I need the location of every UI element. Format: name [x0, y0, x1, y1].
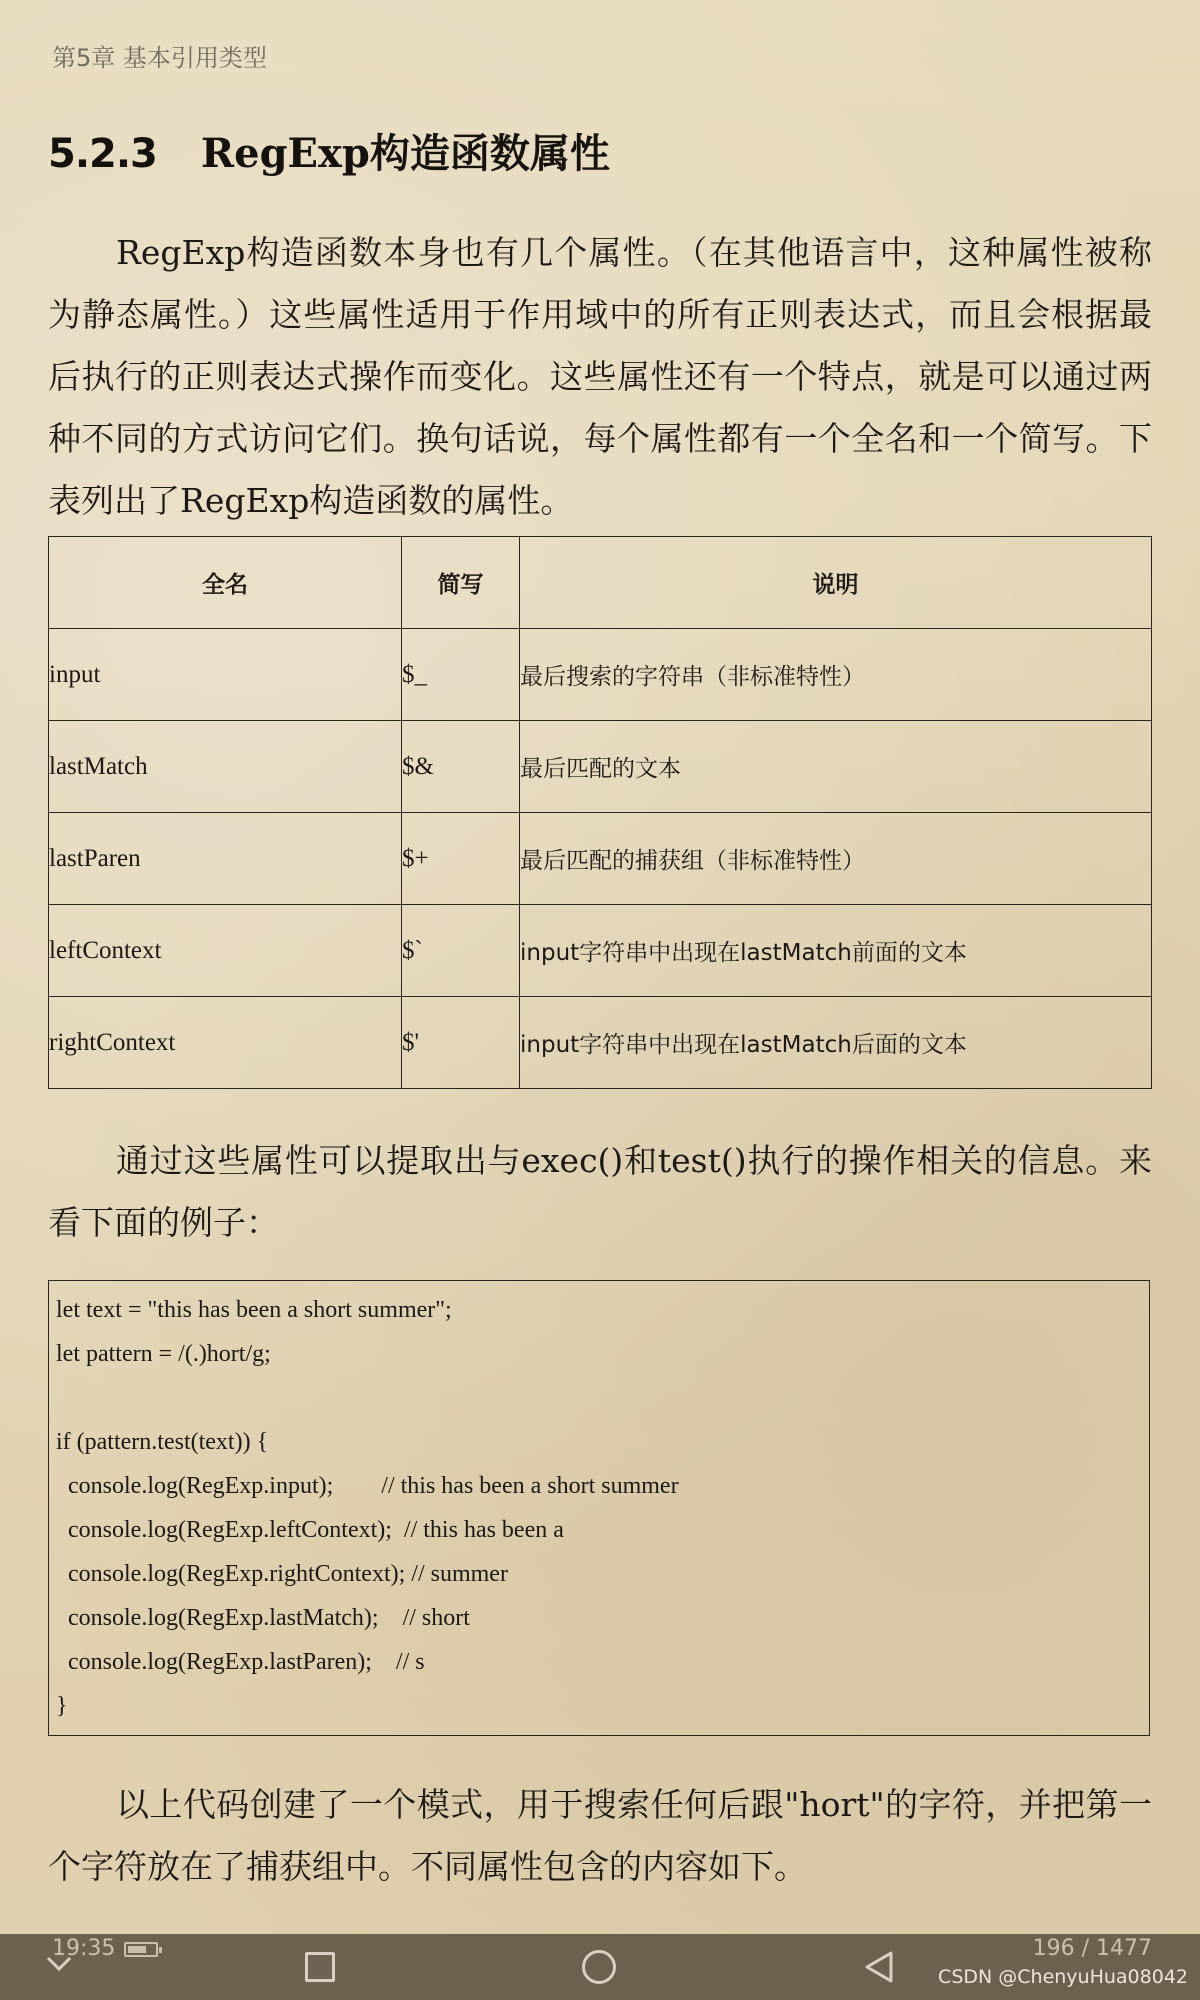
cell-abbreviation: $&: [402, 721, 520, 813]
cell-abbreviation: $+: [402, 813, 520, 905]
code-line: if (pattern.test(text)) {: [56, 1429, 269, 1455]
cell-abbreviation: $': [402, 997, 520, 1089]
code-line: console.log(RegExp.leftContext); // this has been a: [56, 1517, 564, 1543]
table-row: [49, 905, 1152, 997]
nav-back-icon[interactable]: [864, 1950, 894, 1984]
page-counter: 196 / 1477: [1032, 1936, 1152, 1961]
table-row: [49, 629, 1152, 721]
cell-description: input字符串中出现在lastMatch前面的文本: [520, 905, 1152, 997]
cell-description: input字符串中出现在lastMatch后面的文本: [520, 997, 1152, 1089]
table-header-row: [49, 537, 1152, 629]
nav-home-icon[interactable]: [582, 1950, 616, 1984]
body-paragraph-2: 通过这些属性可以提取出与exec()和test()执行的操作相关的信息。来看下面的例子：: [48, 1141, 1152, 1242]
code-line: let pattern = /(.)hort/g;: [56, 1341, 271, 1367]
table-row: [49, 721, 1152, 813]
cell-abbreviation: $_: [402, 629, 520, 721]
watermark: CSDN @ChenyuHua08042: [938, 1966, 1188, 1988]
code-line: console.log(RegExp.rightContext); // summer: [56, 1561, 508, 1587]
body-paragraph-1: RegExp构造函数本身也有几个属性。（在其他语言中，这种属性被称为静态属性。）这些属性适用于作用域中的所有正则表达式，而且会根据最后执行的正则表达式操作而变化。这些属性还有一个特点，就是可以通过两种不同的方式访问它们。换句话说，每个属性都有一个全名和一个简写。下表列出了RegExp构造函数的属性。: [48, 233, 1152, 520]
cell-description: 最后搜索的字符串（非标准特性）: [520, 629, 1152, 721]
header-full-name: 全名: [49, 537, 402, 629]
code-block: [48, 1280, 1150, 1736]
nav-recents-icon[interactable]: [305, 1952, 335, 1982]
header-description: 说明: [520, 537, 1152, 629]
section-title: RegExp构造函数属性: [200, 130, 610, 177]
cell-full-name: lastParen: [49, 813, 402, 905]
status-time: 19:35: [52, 1936, 116, 1961]
body-paragraph-3: 以上代码创建了一个模式，用于搜索任何后跟"hort"的字符，并把第一个字符放在了捕获组中。不同属性包含的内容如下。: [48, 1785, 1152, 1886]
cell-full-name: input: [49, 629, 402, 721]
cell-abbreviation: $`: [402, 905, 520, 997]
code-line: }: [56, 1693, 68, 1719]
table-row: [49, 813, 1152, 905]
cell-full-name: rightContext: [49, 997, 402, 1089]
code-line: console.log(RegExp.lastMatch); // short: [56, 1605, 470, 1631]
code-line: console.log(RegExp.lastParen); // s: [56, 1649, 425, 1675]
section-heading: [48, 122, 610, 179]
cell-description: 最后匹配的捕获组（非标准特性）: [520, 813, 1152, 905]
cell-full-name: lastMatch: [49, 721, 402, 813]
nav-down-icon[interactable]: [46, 1956, 72, 1972]
chapter-header: 第5章 基本引用类型: [52, 44, 267, 72]
battery-icon: [124, 1942, 158, 1957]
table-row: [49, 997, 1152, 1089]
code-line: console.log(RegExp.input); // this has been a short summer: [56, 1473, 679, 1499]
header-abbreviation: 简写: [402, 537, 520, 629]
cell-full-name: leftContext: [49, 905, 402, 997]
cell-description: 最后匹配的文本: [520, 721, 1152, 813]
code-line: let text = "this has been a short summer";: [56, 1297, 452, 1323]
section-number: 5.2.3: [48, 131, 157, 177]
regexp-properties-table: [48, 536, 1152, 1089]
